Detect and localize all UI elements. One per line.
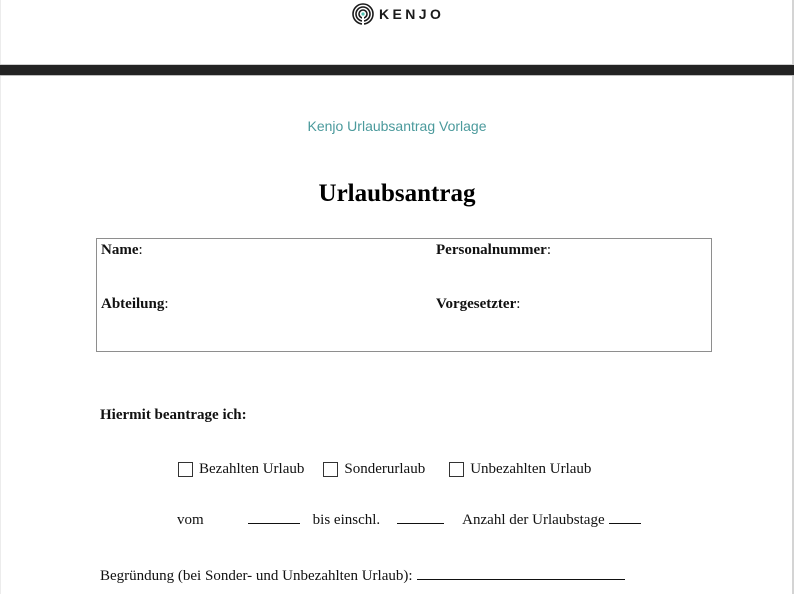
brand-name: KENJO bbox=[379, 6, 445, 22]
page-left-edge bbox=[0, 0, 1, 594]
document-title: Urlaubsantrag bbox=[318, 180, 476, 207]
name-label: Name bbox=[101, 242, 139, 258]
abteilung-label: Abteilung bbox=[101, 296, 165, 312]
leave-type-label: Unbezahlten Urlaub bbox=[470, 461, 592, 477]
reason-blank[interactable] bbox=[417, 565, 625, 580]
leave-type-label: Bezahlten Urlaub bbox=[199, 461, 305, 477]
days-label: Anzahl der Urlaubstage bbox=[462, 512, 605, 528]
leave-type-special[interactable] bbox=[323, 461, 425, 478]
date-range-row bbox=[177, 509, 641, 529]
document-subtitle: Kenjo Urlaubsantrag Vorlage bbox=[307, 118, 487, 134]
reason-row bbox=[100, 565, 625, 585]
checkbox-special-leave[interactable] bbox=[323, 462, 338, 477]
request-label: Hiermit beantrage ich: bbox=[100, 407, 247, 423]
reason-label: Begründung (bei Sonder- und Unbezahlten Urlaub): bbox=[100, 568, 413, 584]
kenjo-logo bbox=[352, 3, 444, 25]
employee-info-box bbox=[96, 238, 712, 352]
from-date-blank[interactable] bbox=[248, 509, 300, 524]
vorgesetzter-label: Vorgesetzter bbox=[436, 296, 517, 312]
leave-type-paid[interactable] bbox=[178, 461, 304, 478]
leave-type-unpaid[interactable] bbox=[449, 461, 591, 478]
abteilung-field[interactable]: Abteilung: bbox=[101, 296, 169, 312]
days-count-blank[interactable] bbox=[609, 509, 641, 524]
from-label: vom bbox=[177, 512, 204, 528]
to-label: bis einschl. bbox=[312, 512, 381, 528]
header-bar bbox=[0, 64, 794, 76]
name-field[interactable]: Name: bbox=[101, 242, 143, 258]
personalnummer-label: Personalnummer bbox=[436, 242, 547, 258]
to-date-blank[interactable] bbox=[397, 509, 444, 524]
leave-type-options bbox=[178, 461, 591, 478]
vorgesetzter-field[interactable]: Vorgesetzter: bbox=[436, 296, 521, 312]
checkbox-paid-leave[interactable] bbox=[178, 462, 193, 477]
checkbox-unpaid-leave[interactable] bbox=[449, 462, 464, 477]
personalnummer-field[interactable]: Personalnummer: bbox=[436, 242, 551, 258]
kenjo-labyrinth-icon bbox=[352, 3, 374, 25]
leave-type-label: Sonderurlaub bbox=[344, 461, 426, 477]
